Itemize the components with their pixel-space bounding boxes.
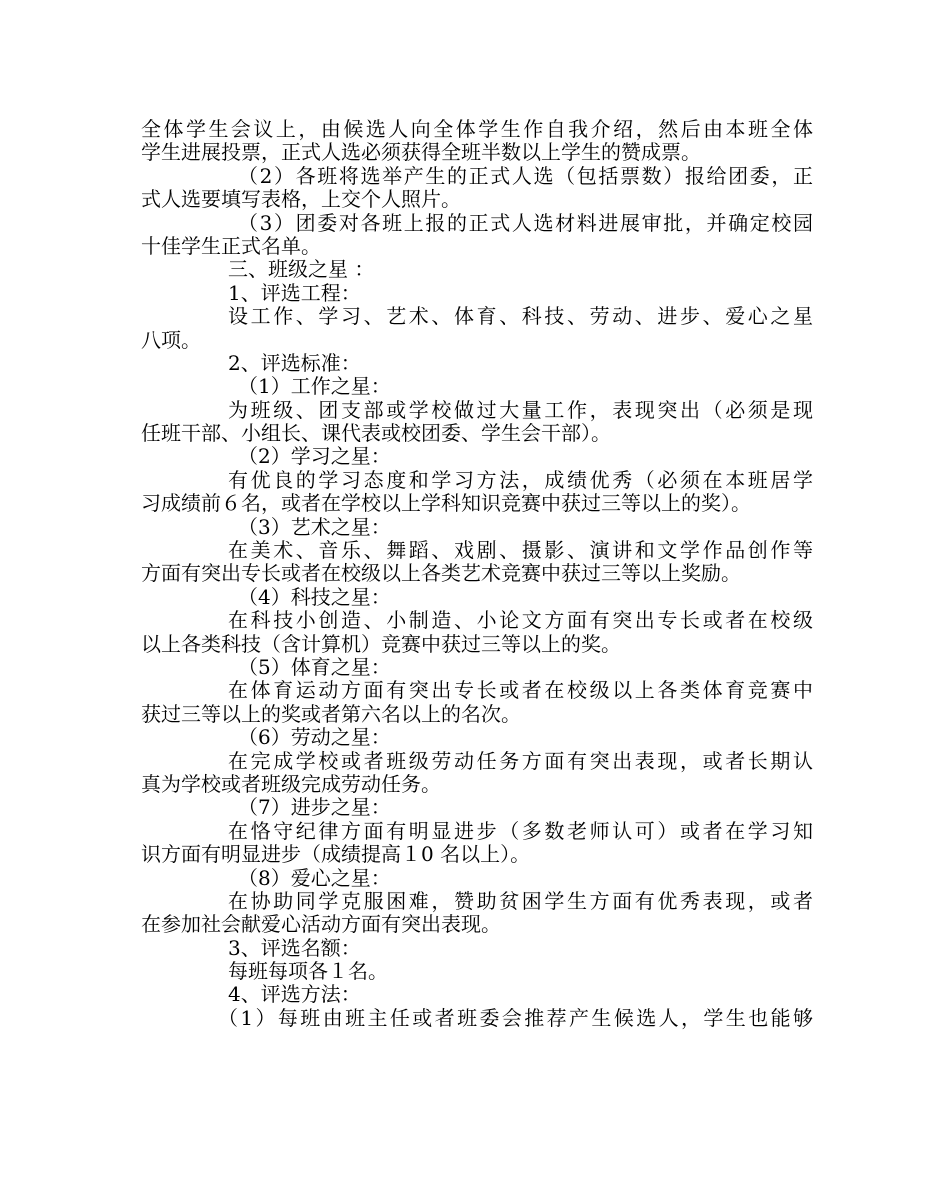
paragraph-line: 获过三等以上的奖或者第六名以上的名次。 [141, 701, 521, 726]
paragraph-line: 在美术、音乐、舞蹈、戏剧、摄影、演讲和文学作品创作等 [228, 539, 813, 563]
paragraph-line: 在协助同学克服困难，赞助贫困学生方面有优秀表现，或者 [228, 889, 813, 913]
paragraph-line: 学生进展投票，正式人选必须获得全班半数以上学生的赞成票。 [141, 140, 701, 165]
item-heading: （2）学习之星： [238, 444, 391, 469]
paragraph-line: 识方面有明显进步（成绩提高１0 名以上）。 [141, 842, 531, 867]
item-heading: （7）进步之星： [238, 795, 391, 820]
paragraph-line: 以上各类科技（含计算机）竞赛中获过三等以上的奖。 [141, 631, 621, 656]
item-heading: （5）体育之星： [238, 654, 391, 679]
paragraph-line: 在参加社会献爱心活动方面有突出表现。 [141, 912, 501, 937]
paragraph-line: 任班干部、小组长、课代表或校团委、学生会干部）。 [141, 421, 611, 446]
subsection-heading: 1、评选工程： [228, 280, 361, 305]
paragraph-line: 有优良的学习态度和学习方法，成绩优秀（必须在本班居学 [228, 468, 813, 492]
paragraph-line: 八项。 [141, 327, 201, 352]
paragraph-line: 每班每项各１名。 [228, 959, 388, 984]
paragraph-line: 在恪守纪律方面有明显进步（多数老师认可）或者在学习知 [228, 819, 813, 843]
paragraph-line: 在体育运动方面有突出专长或者在校级以上各类体育竞赛中 [228, 679, 813, 703]
section-heading: 三、班级之星 ： [228, 257, 375, 282]
document-body [141, 118, 813, 1030]
item-heading: （4）科技之星： [238, 584, 391, 609]
subsection-heading: 3、评选名额： [228, 935, 361, 960]
paragraph-line: 为班级、团支部或学校做过大量工作，表现突出（必须是现 [228, 398, 813, 422]
paragraph-line: 方面有突出专长或者在校级以上各类艺术竞赛中获过三等以上奖励。 [141, 561, 741, 586]
paragraph-line: （3）团委对各班上报的正式人选材料进展审批，并确定校园 [238, 211, 813, 235]
subsection-heading: 2、评选标准： [228, 350, 361, 375]
item-heading: （8）爱心之星： [238, 865, 391, 890]
item-heading: （1）工作之星： [238, 374, 391, 399]
paragraph-line: 在完成学校或者班级劳动任务方面有突出表现，或者长期认 [228, 749, 813, 773]
paragraph-line: 在科技小创造、小制造、小论文方面有突出专长或者在校级 [228, 609, 813, 633]
item-heading: （3）艺术之星： [238, 514, 391, 539]
paragraph-line: 设工作、学习、艺术、体育、科技、劳动、进步、爱心之星 [228, 305, 813, 329]
paragraph-line: 习成绩前６名，或者在学校以上学科知识竞赛中获过三等以上的奖）。 [141, 491, 751, 516]
subsection-heading: 4、评选方法： [228, 982, 361, 1007]
paragraph-line: 式人选要填写表格，上交个人照片。 [141, 187, 461, 212]
paragraph-line: 真为学校或者班级完成劳动任务。 [141, 771, 441, 796]
paragraph-line: 全体学生会议上，由候选人向全体学生作自我介绍，然后由本班全体 [141, 118, 813, 141]
paragraph-line: （1）每班由班主任或者班委会推荐产生候选人，学生也能够 [218, 1006, 813, 1030]
paragraph-line: 十佳学生正式名单。 [141, 233, 321, 258]
paragraph-line: （2）各班将选举产生的正式人选（包括票数）报给团委，正 [238, 164, 813, 188]
item-heading: （6）劳动之星： [238, 725, 391, 750]
